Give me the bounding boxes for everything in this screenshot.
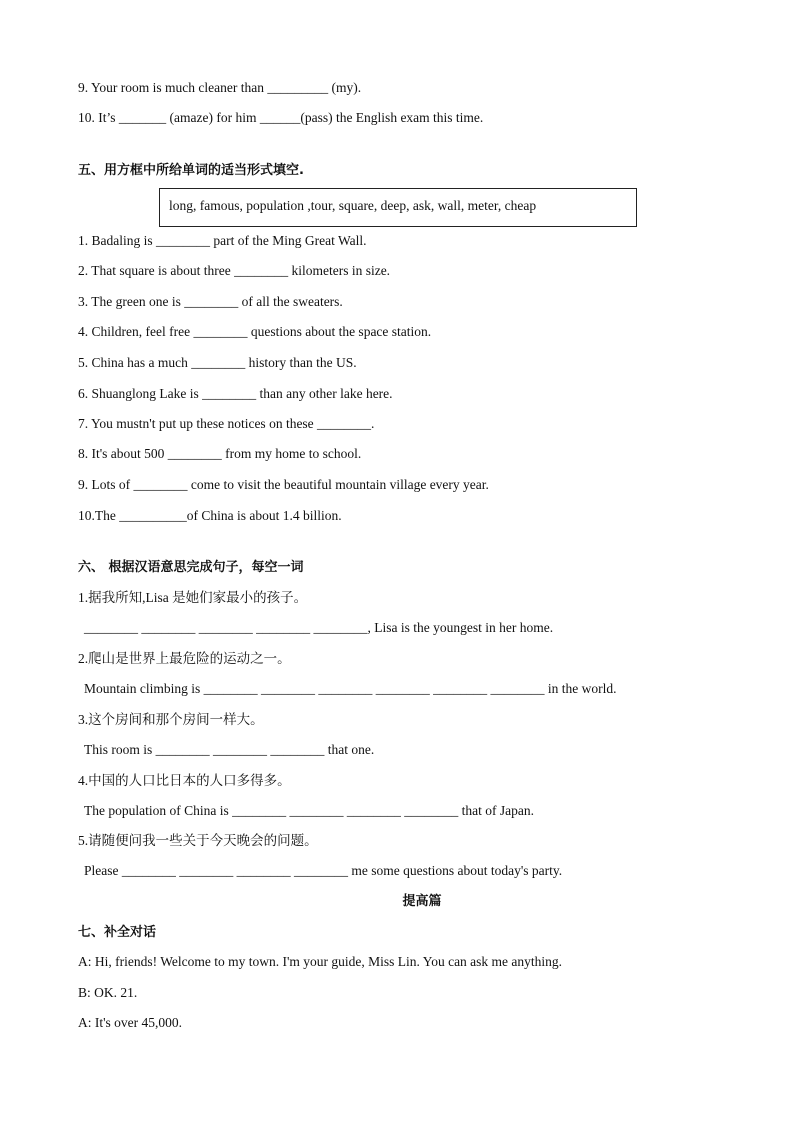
section-6-english-sentence: ________ ________ ________ ________ ________, Lisa is the youngest in her home. <box>84 620 554 635</box>
section-5-item: 4. Children, feel free ________ questions about the space station. <box>78 324 432 339</box>
item-10: 10. It’s _______ (amaze) for him ______(pass) the English exam this time. <box>78 110 484 125</box>
section-6-english-sentence: The population of China is ________ ________ ________ ________ that of Japan. <box>84 803 534 818</box>
advanced-section-title: 提高篇 <box>402 894 442 909</box>
section-5-item: 1. Badaling is ________ part of the Ming Great Wall. <box>78 233 367 248</box>
section-5-item: 6. Shuanglong Lake is ________ than any other lake here. <box>78 386 393 401</box>
dialogue-line: B: OK. 21. <box>78 985 138 1000</box>
section-6-heading: 六、 根据汉语意思完成句子，每空一词 <box>78 560 304 575</box>
section-5-item: 2. That square is about three ________ kilometers in size. <box>78 263 391 278</box>
section-5-item: 10.The __________of China is about 1.4 billion. <box>78 508 342 523</box>
section-6-english-sentence: Mountain climbing is ________ ________ ________ ________ ________ ________ in the world. <box>84 681 617 696</box>
section-6-chinese-prompt: 5.请随便问我一些关于今天晚会的问题。 <box>78 833 318 848</box>
section-7-heading: 七、补全对话 <box>78 925 157 940</box>
section-5-item: 3. The green one is ________ of all the sweaters. <box>78 294 343 309</box>
section-6-chinese-prompt: 2.爬山是世界上最危险的运动之一。 <box>78 651 291 666</box>
section-5-item: 8. It's about 500 ________ from my home to school. <box>78 446 362 461</box>
section-6-english-sentence: Please ________ ________ ________ ________ me some questions about today's party. <box>84 863 563 878</box>
section-6-chinese-prompt: 4.中国的人口比日本的人口多得多。 <box>78 773 291 788</box>
section-5-item: 5. China has a much ________ history than the US. <box>78 355 357 370</box>
dialogue-line: A: It's over 45,000. <box>78 1015 183 1030</box>
item-9: 9. Your room is much cleaner than _________ (my). <box>78 80 362 95</box>
section-5-heading: 五、用方框中所给单词的适当形式填空. <box>78 163 304 178</box>
word-box-text: long, famous, population ,tour, square, deep, ask, wall, meter, cheap <box>169 198 537 213</box>
section-6-chinese-prompt: 1.据我所知,Lisa 是她们家最小的孩子。 <box>78 590 308 605</box>
dialogue-line: A: Hi, friends! Welcome to my town. I'm your guide, Miss Lin. You can ask me anything. <box>78 954 563 969</box>
word-box <box>159 188 637 227</box>
section-6-english-sentence: This room is ________ ________ ________ that one. <box>84 742 375 757</box>
section-5-item: 9. Lots of ________ come to visit the beautiful mountain village every year. <box>78 477 489 492</box>
section-6-chinese-prompt: 3.这个房间和那个房间一样大。 <box>78 712 264 727</box>
section-5-item: 7. You mustn't put up these notices on these ________. <box>78 416 375 431</box>
